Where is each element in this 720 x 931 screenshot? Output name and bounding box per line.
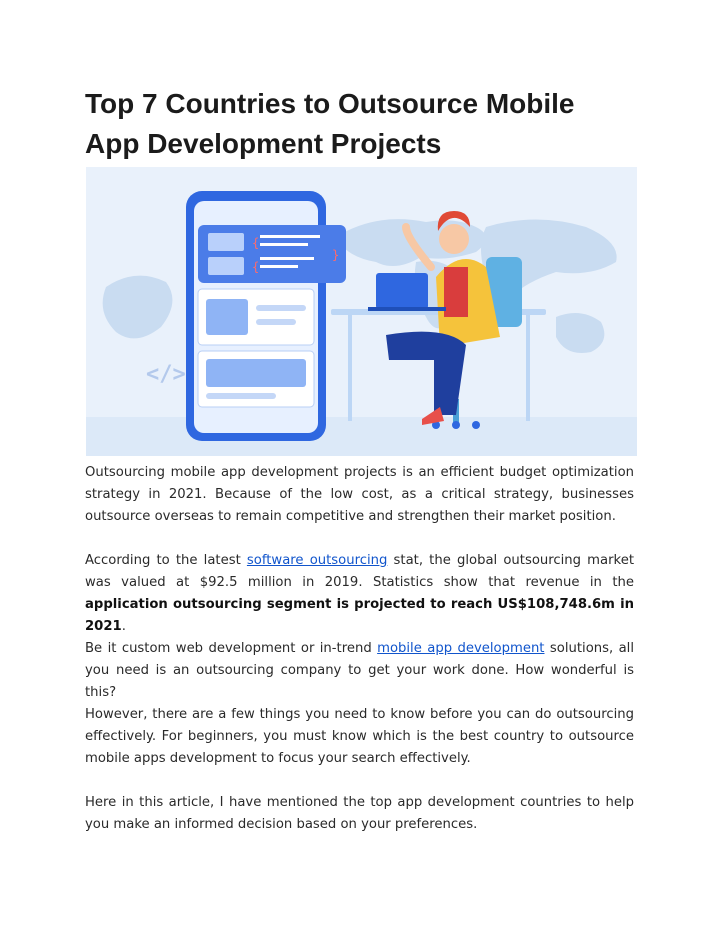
paragraph-2-bold: application outsourcing segment is projected to reach US$108,748.6m in 2021 (85, 597, 634, 634)
paragraph-4: However, there are a few things you need to know before you can do outsourcing effectively. For beginners, you must know which is the best country to outsource mobile apps development to focus your search effectively. (85, 707, 634, 766)
code-panel (198, 225, 346, 283)
paragraph-2-text-c: . (121, 619, 126, 634)
software-outsourcing-link[interactable]: software outsourcing (246, 553, 388, 568)
svg-text:{: { (252, 236, 260, 250)
title-line-1: Top 7 Countries to Outsource Mobile (85, 88, 575, 119)
code-glyph-icon: </> (146, 362, 186, 387)
paragraph-2 (85, 550, 634, 638)
paragraph-3-text-a: Be it custom web development or in-trend (85, 641, 378, 656)
svg-text:{: { (252, 260, 260, 274)
paragraph-5: Here in this article, I have mentioned the top app development countries to help you make an informed decision based on your preferences. (85, 795, 634, 832)
svg-text:}: } (332, 248, 340, 262)
mobile-app-development-link[interactable]: mobile app development (377, 641, 545, 656)
paragraph-2-text-a: According to the latest (85, 553, 247, 568)
paragraph-2-text-b: stat, the global outsourcing market was valued at $92.5 million in 2019. Statistics show that revenue in the (85, 553, 634, 590)
hero-illustration (86, 167, 637, 456)
paragraph-3 (85, 638, 634, 704)
title-line-2: App Development Projects (85, 128, 442, 159)
paragraph-3-text-b: solutions, all you need is an outsourcing company to get your work done. How wonderful is this? (85, 641, 634, 700)
page-title (85, 84, 645, 164)
paragraph-1: Outsourcing mobile app development projects is an efficient budget optimization strategy in 2021. Because of the low cost, as a critical strategy, businesses outsource overseas to remain competitive and strengthen their market position. (85, 465, 634, 524)
